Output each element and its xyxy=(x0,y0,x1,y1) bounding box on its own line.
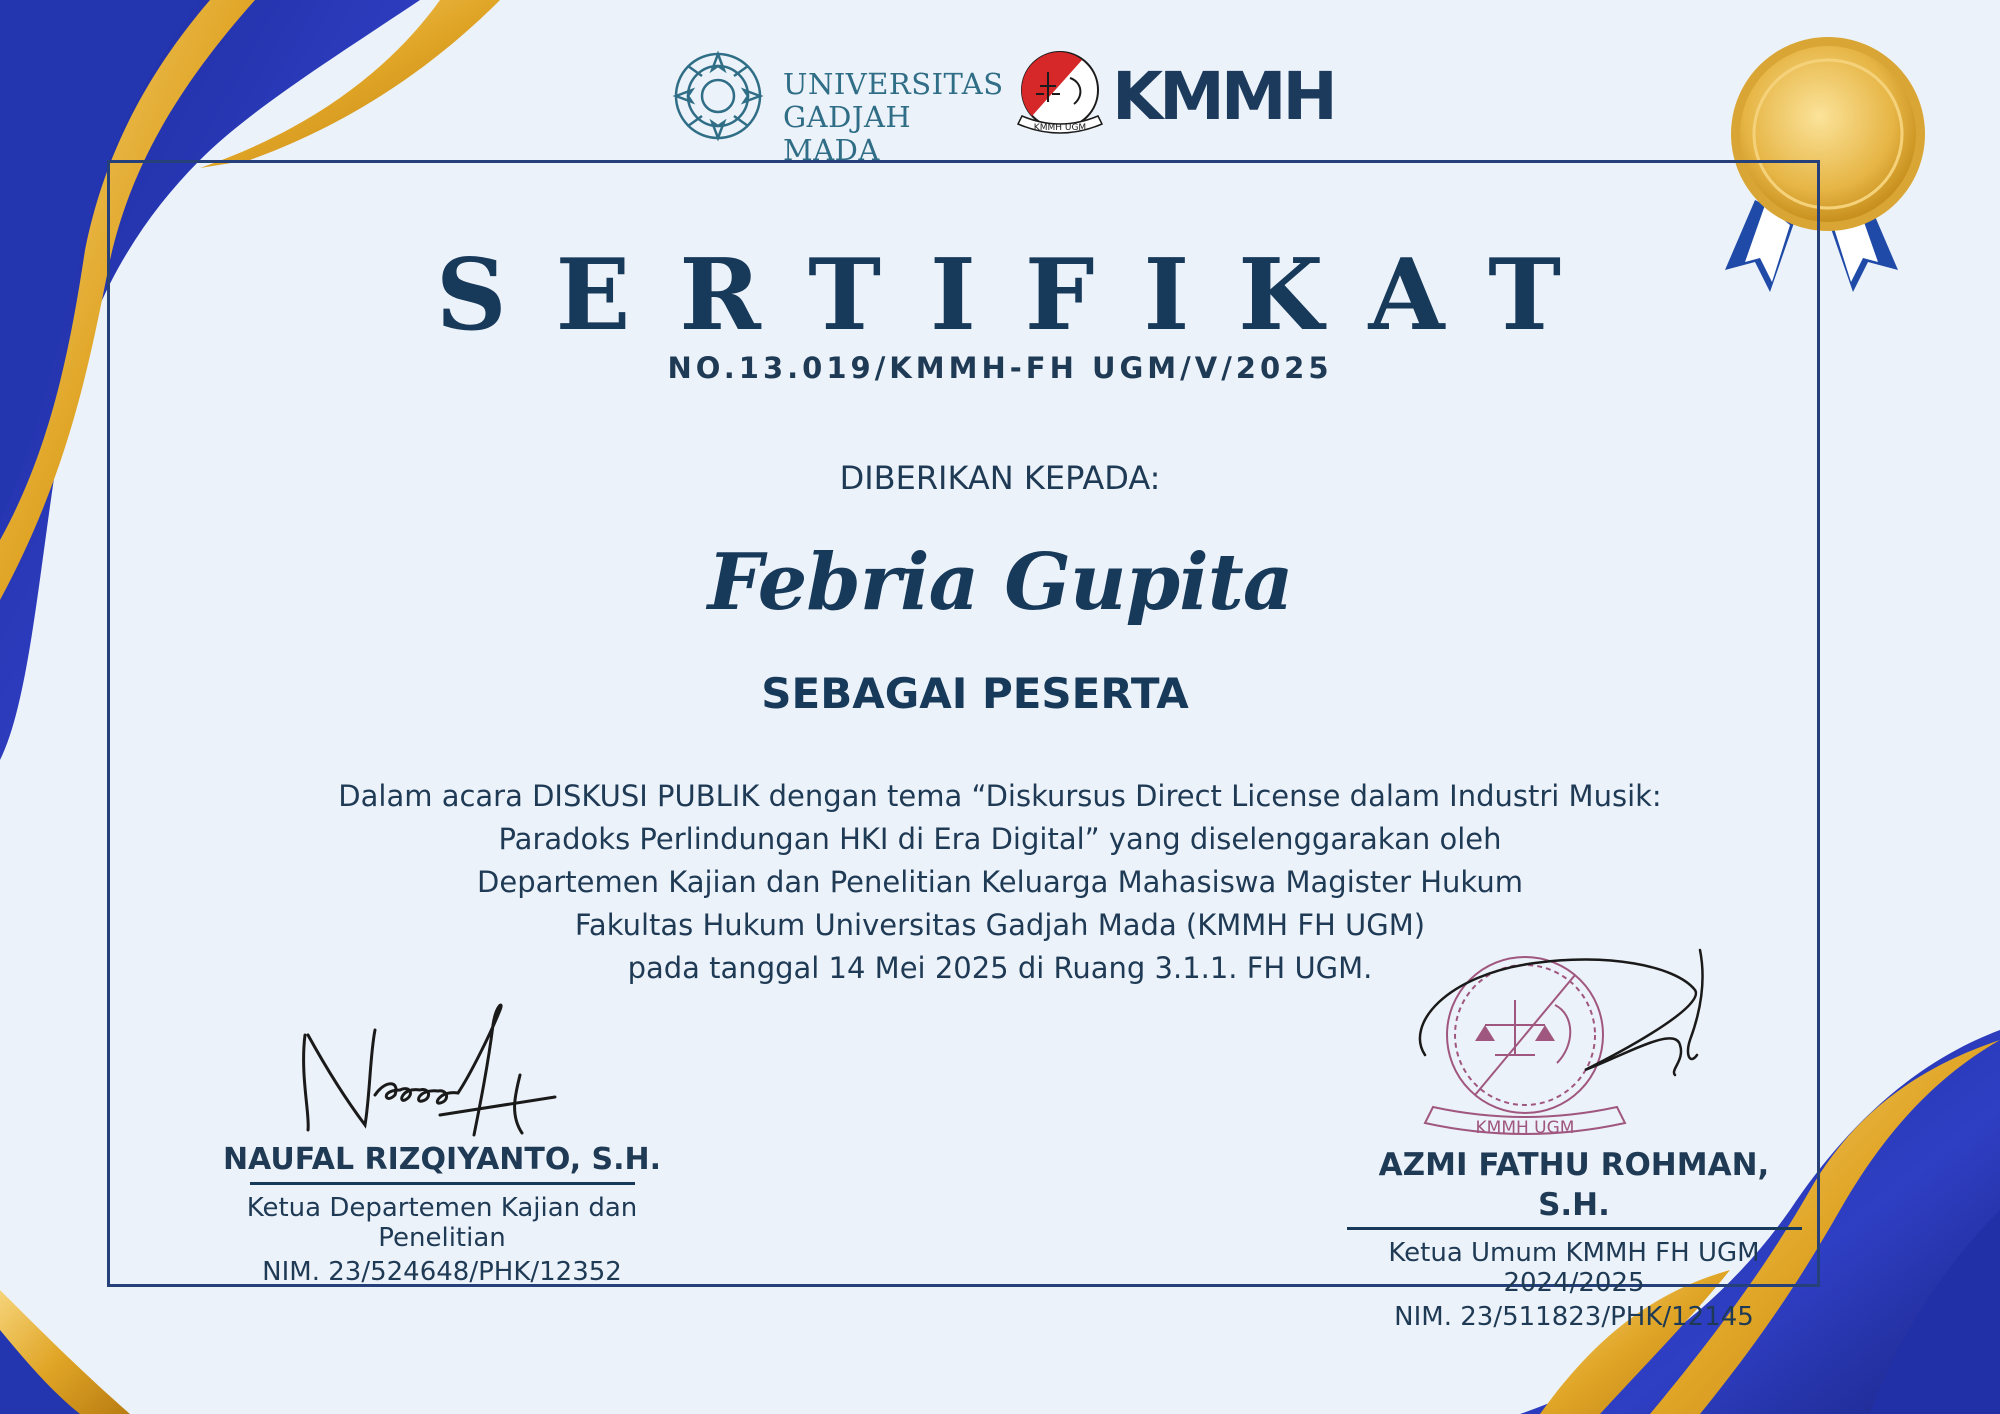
stamp-label: KMMH UGM xyxy=(1475,1118,1575,1138)
recipient-name: Febria Gupita xyxy=(707,537,1293,628)
left-signatory xyxy=(222,1140,662,1287)
description-line: Fakultas Hukum Universitas Gadjah Mada (KMMH FH UGM) xyxy=(574,908,1426,942)
stamp-icon xyxy=(1385,945,1735,1145)
certificate-number: NO.13.019/KMMH-FH UGM/V/2025 xyxy=(667,351,1333,385)
description-line: Departemen Kajian dan Penelitian Keluarga Mahasiswa Magister Hukum xyxy=(477,865,1523,899)
left-signatory-title-2: Penelitian xyxy=(378,1223,506,1253)
right-signatory-name: AZMI FATHU ROHMAN, S.H. xyxy=(1378,1147,1770,1223)
left-signatory-nim: NIM. 23/524648/PHK/12352 xyxy=(262,1257,622,1287)
ugm-emblem-icon xyxy=(672,50,764,142)
certificate-title: SERTIFIKAT xyxy=(435,238,1611,353)
left-signatory-name: NAUFAL RIZQIYANTO, S.H. xyxy=(222,1142,662,1177)
right-signatory-title-2: 2024/2025 xyxy=(1503,1268,1645,1298)
right-signatory xyxy=(1343,1145,1805,1332)
university-line-1: UNIVERSITAS xyxy=(783,67,1004,101)
description-line: Paradoks Perlindungan HKI di Era Digital” yang diselenggarakan oleh xyxy=(498,822,1502,856)
kmmh-logo-label: KMMH UGM xyxy=(1033,123,1087,133)
right-signature-line xyxy=(1347,1227,1802,1230)
left-signature xyxy=(290,995,570,1145)
left-signature-line xyxy=(250,1182,635,1185)
org-name: KMMH xyxy=(1112,58,1334,135)
right-signatory-title-1: Ketua Umum KMMH FH UGM xyxy=(1388,1238,1760,1268)
description-line: Dalam acara DISKUSI PUBLIK dengan tema “Diskursus Direct License dalam Industri Musik: xyxy=(338,779,1662,813)
right-signatory-nim: NIM. 23/511823/PHK/12145 xyxy=(1394,1302,1754,1332)
left-signatory-title-1: Ketua Departemen Kajian dan xyxy=(246,1193,638,1223)
given-to-label: DIBERIKAN KEPADA: xyxy=(839,459,1161,497)
description-line: pada tanggal 14 Mei 2025 di Ruang 3.1.1. FH UGM. xyxy=(627,951,1373,985)
university-line-2: GADJAH MADA xyxy=(783,100,912,167)
participant-role: SEBAGAI PESERTA xyxy=(761,669,1189,718)
kmmh-logo-icon xyxy=(1010,46,1110,142)
university-name xyxy=(783,68,1013,167)
